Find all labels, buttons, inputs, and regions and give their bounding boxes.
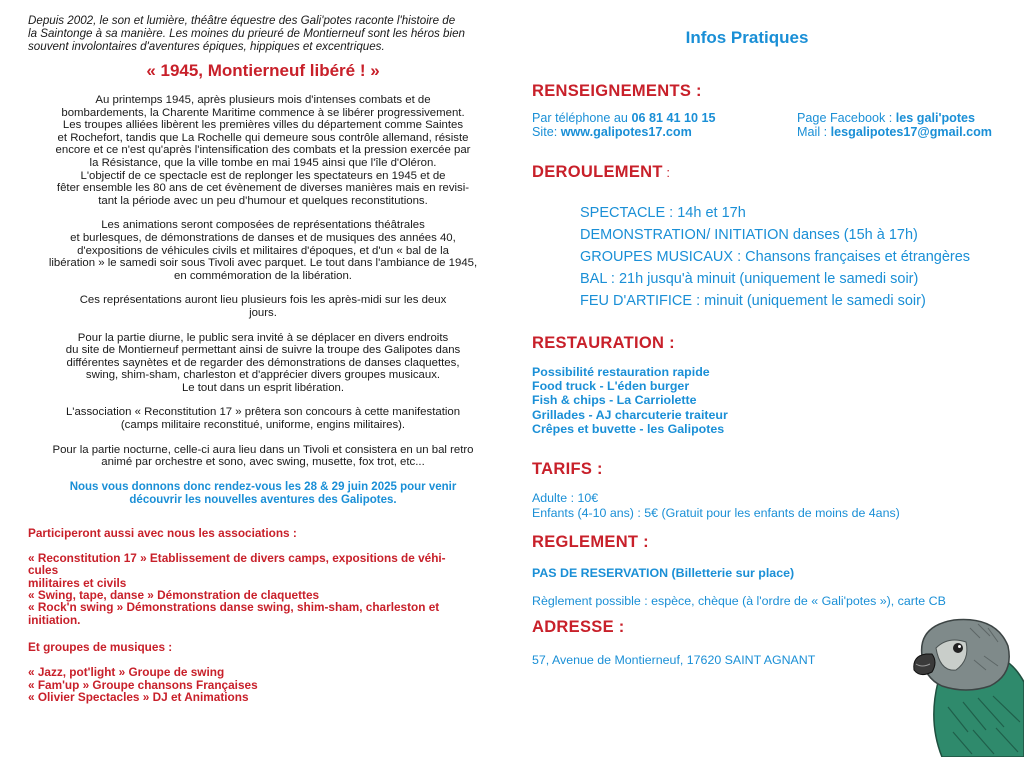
email-link[interactable]: lesgalipotes17@gmail.com (830, 125, 992, 139)
parrot-illustration-icon (908, 612, 1024, 757)
paragraph-history: Au printemps 1945, après plusieurs mois d'intenses combats et de bombardements, la Charente Maritime commence à se libérer progressivement. Les troupes alliées libèrent les premières villes du département comme Saintes et Rochefort, tandis que La Rochelle qui demeure sous contrôle allemand, résiste encore et ce n'est qu'après l'intensification des combats et la pression exercée par la Résistance, que la ville tombe en mai 1945 ainsi que l'île d'Oléron. L'objectif de ce spectacle est de replonger les spectateurs en 1945 et de fêter ensemble les 80 ans de cet évènement de diverses manières mais en revisi- tant la période avec un peu d'humour et quelques reconstitutions. (55, 94, 471, 207)
website-link[interactable]: www.galipotes17.com (560, 125, 692, 139)
list-item: Adulte : 10€ (532, 491, 599, 506)
list-item: BAL : 21h jusqu'à minuit (uniquement le samedi soir) (580, 271, 919, 287)
list-item: « Swing, tape, danse » Démonstration de claquettes (28, 588, 320, 603)
show-title: « 1945, Montierneuf libéré ! » (146, 61, 380, 80)
music-groups-list (28, 666, 498, 703)
list-item: initiation. (28, 612, 81, 627)
list-item: Fish & chips - La Carriolette (532, 393, 697, 408)
list-item: militaires et civils (28, 575, 127, 590)
list-item: Crêpes et buvette - les Galipotes (532, 421, 725, 436)
paragraph-nighttime: Pour la partie nocturne, celle-ci aura lieu dans un Tivoli et consistera en un bal retro animé par orchestre et sono, avec swing, musette, fox trot, etc... (52, 443, 474, 469)
list-item: « Olivier Spectacles » DJ et Animations (28, 690, 249, 705)
list-item: Enfants (4-10 ans) : 5€ (Gratuit pour les enfants de moins de 4ans) (532, 506, 900, 521)
reglement-heading: REGLEMENT : (532, 533, 649, 552)
phone-number[interactable]: 06 81 41 10 15 (631, 111, 716, 125)
renseignements-heading: RENSEIGNEMENTS : (532, 82, 702, 100)
restauration-heading: RESTAURATION : (532, 334, 675, 352)
left-column (28, 14, 498, 718)
associations-list (28, 552, 498, 626)
food-list (532, 365, 1012, 436)
contact-left: Par téléphone au 06 81 41 10 15 Site: www.galipotes17.com (532, 111, 716, 139)
list-item: Food truck - L'éden burger (532, 379, 690, 394)
list-item: « Rock'n swing » Démonstrations danse swing, shim-sham, charleston et (28, 600, 440, 615)
tarifs-heading: TARIFS : (532, 460, 603, 479)
list-item: Possibilité restauration rapide (532, 365, 710, 379)
list-item: DEMONSTRATION/ INITIATION danses (15h à 17h) (580, 227, 918, 243)
list-item: cules (28, 563, 59, 578)
contact-info (532, 111, 992, 139)
rendezvous-text: Nous vous donnons donc rendez-vous les 28 & 29 juin 2025 pour venir découvrir les nouvelles aventures des Galipotes. (69, 480, 457, 507)
paragraph-association: L'association « Reconstitution 17 » prêtera son concours à cette manifestation (camps militaire reconstitué, uniforme, engins militaires). (65, 406, 461, 432)
list-item: Grillades - AJ charcuterie traiteur (532, 407, 728, 422)
list-item: FEU D'ARTIFICE : minuit (uniquement le samedi soir) (580, 293, 926, 309)
prices-list (532, 491, 1012, 521)
list-item: « Fam'up » Groupe chansons Françaises (28, 677, 258, 692)
paragraph-schedule: Ces représentations auront lieu plusieurs fois les après-midi sur les deux jours. (79, 294, 447, 319)
associations-heading: Participeront aussi avec nous les associations : (28, 525, 297, 540)
address-text: 57, Avenue de Montierneuf, 17620 SAINT AGNANT (532, 653, 816, 668)
intro-text: Depuis 2002, le son et lumière, théâtre équestre des Gali'potes raconte l'histoire de la Saintonge à sa manière. Les moines du prieuré de Montierneuf sont les héros bien souvent involontaires d'aventures épiques, hippiques et excentriques. (28, 14, 465, 53)
right-column: Infos Pratiques RENSEIGNEMENTS : Par téléphone au 06 81 41 10 15 Site: www.galipotes17.com Page Facebook : les gali'potes Mail : lesgalipotes17@gmail.com DEROULEMENT : SPECTACLE : 14h et 17h DEMONSTRATION/ INITIATION danses (15h à 17h) GROUPES MUSICAUX : Chansons françaises et étrangères BAL : 21h jusqu'à minuit (uniquement le samedi soir) FEU D'ARTIFICE : minuit (uniquement le samedi soir) RESTAURATION : Possibilité restauration rapide Food truck - L'éden burger Fish & chips - La Carriolette Grillades - AJ charcuterie traiteur Crêpes et buvette - les Galipotes TARIFS : Adulte : 10€ Enfants (4-10 ans) : 5€ (Gratuit pour les enfants de moins de 4ans) REGLEMENT : PAS DE RESERVATION (Billetterie sur place) Règlement possible : espèce, chèque (à l'ordre de « Gali'potes »), carte CB ADRESSE : 57, Avenue de Montierneuf, 17620 SAINT AGNANT (532, 28, 1012, 667)
list-item: « Reconstitution 17 » Etablissement de divers camps, expositions de véhi- (28, 550, 446, 565)
payment-methods-text: Règlement possible : espèce, chèque (à l'ordre de « Gali'potes »), carte CB (532, 594, 946, 609)
paragraph-animations: Les animations seront composées de représentations théâtrales et burlesques, de démonstrations de danses et de musiques des années 40, d'expositions de véhicules civils et militaires d'époques, et d'un « bal de la libération » le samedi soir sous Tivoli avec parquet. Le tout dans l'ambiance de 1945, en commémoration de la libération. (48, 219, 478, 282)
deroulement-heading: DEROULEMENT (532, 163, 663, 181)
adresse-heading: ADRESSE : (532, 618, 625, 637)
contact-right: Page Facebook : les gali'potes Mail : lesgalipotes17@gmail.com (797, 111, 992, 139)
list-item: « Jazz, pot'light » Groupe de swing (28, 665, 225, 680)
music-groups-heading: Et groupes de musiques : (28, 640, 173, 655)
program-list (580, 202, 1012, 312)
paragraph-daytime: Pour la partie diurne, le public sera invité à se déplacer en divers endroits du site de Montierneuf permettant ainsi de suivre la troupe des Galipotes dans différentes saynètes et de regarder des démonstrations de danses claquettes, swing, shim-sham, charleston et d'apprécier divers groupes musicaux. Le tout dans un esprit libération. (65, 331, 461, 394)
no-reservation-text: PAS DE RESERVATION (Billetterie sur place) (532, 566, 795, 581)
infos-title: Infos Pratiques (685, 28, 809, 47)
facebook-link[interactable]: les gali'potes (895, 111, 976, 125)
list-item: SPECTACLE : 14h et 17h (580, 205, 746, 221)
list-item: GROUPES MUSICAUX : Chansons françaises et étrangères (580, 249, 971, 265)
